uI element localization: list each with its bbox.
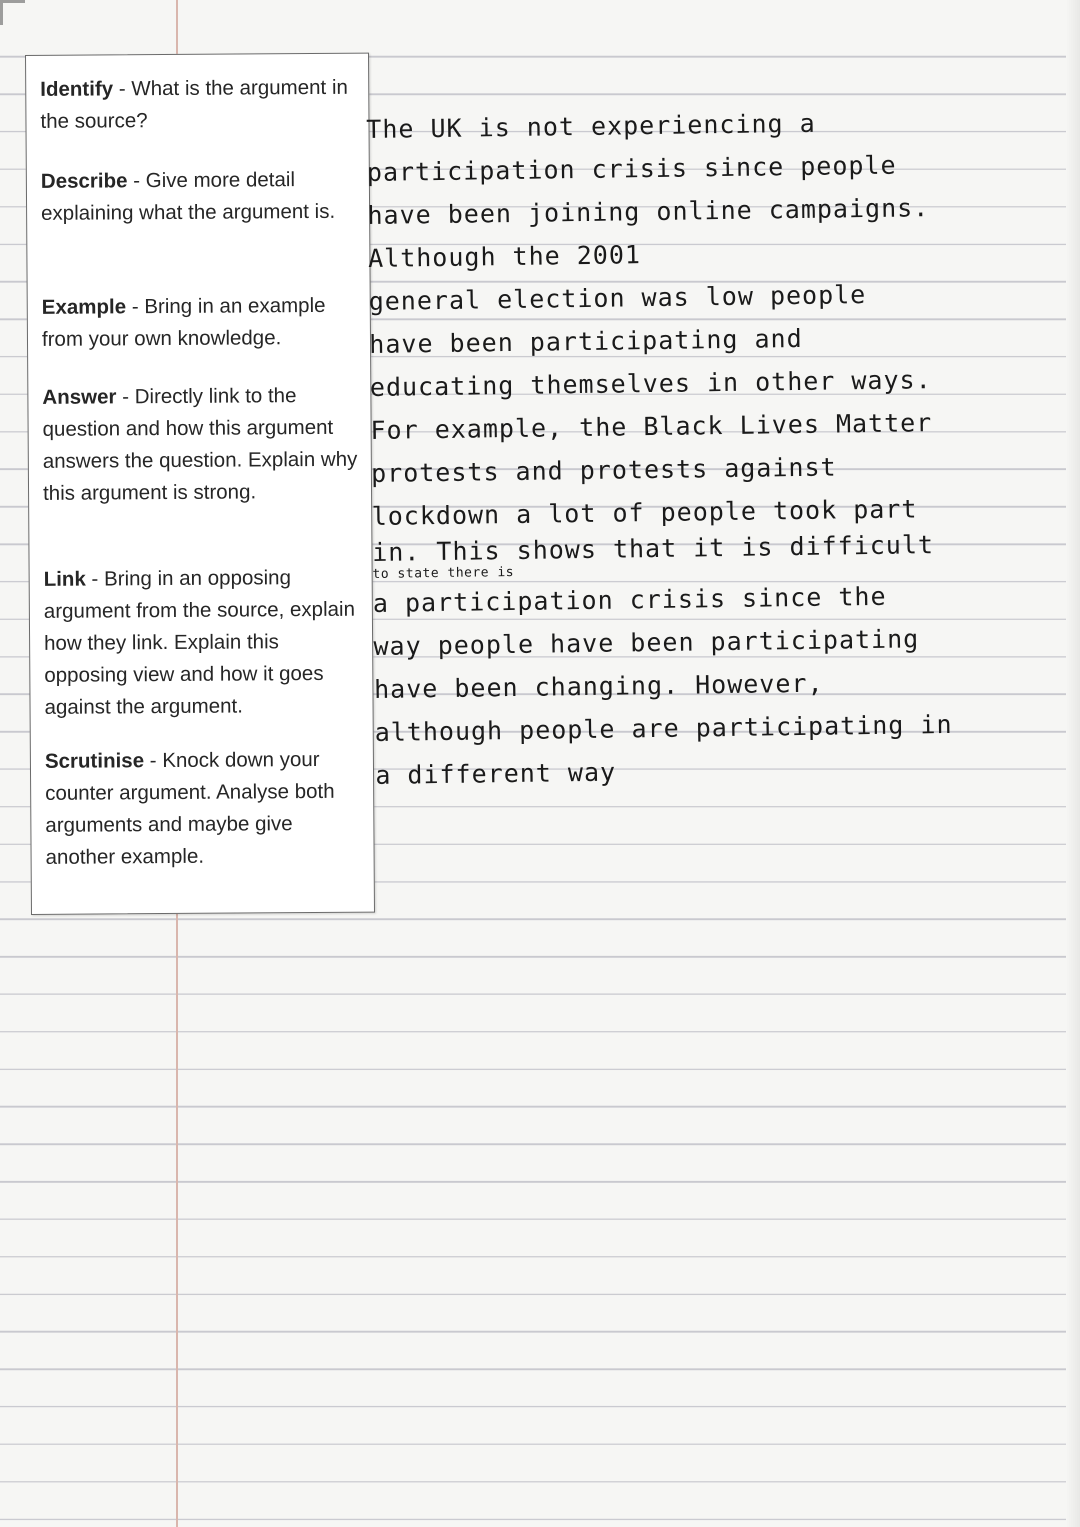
- handwriting-line: in. This shows that it is difficult: [372, 530, 935, 567]
- handwriting-line: have been joining online campaigns.: [367, 193, 930, 230]
- card-text: - Give more detail explaining what the argument is.: [41, 168, 336, 225]
- card-text: - Bring in an example from your own knowledge.: [41, 293, 326, 351]
- handwriting-line: The UK is not experiencing a: [366, 108, 816, 144]
- card-text: - What is the argument in the source?: [40, 75, 348, 133]
- handwriting-line: a participation crisis since the: [372, 581, 887, 618]
- handwriting-line: participation crisis since people: [366, 150, 897, 187]
- card-section-describe: [41, 164, 356, 230]
- card-term: Describe: [40, 169, 128, 193]
- handwriting-line: educating themselves in other ways.: [369, 365, 932, 402]
- card-text: - Directly link to the question and how this argument answers the question. Explain why this argument is strong.: [42, 384, 358, 505]
- handwriting-line: protests and protests against: [370, 452, 837, 488]
- card-term: Link: [43, 567, 86, 591]
- card-section-link: [44, 562, 360, 724]
- page-corner-mark: [0, 0, 25, 25]
- handwriting-line: general election was low people: [368, 280, 867, 316]
- card-section-identify: [40, 72, 355, 138]
- handwriting-line: although people are participating in: [374, 709, 953, 747]
- handwritten-answer: [366, 99, 1056, 797]
- handwriting-line: Although the 2001: [367, 240, 642, 273]
- handwriting-line: have been participating and: [369, 323, 803, 359]
- handwriting-line: way people have been participating: [373, 624, 920, 661]
- card-section-answer: [42, 380, 358, 510]
- handwriting-insertion: to state there is: [372, 564, 515, 582]
- handwriting-line: lockdown a lot of people took part: [371, 494, 918, 531]
- page-edge: [1066, 0, 1080, 1527]
- handwriting-line: have been changing. However,: [373, 668, 824, 704]
- card-term: Scrutinise: [44, 749, 145, 773]
- card-section-example: [42, 290, 357, 356]
- card-term: Example: [41, 295, 127, 319]
- card-text: - Bring in an opposing argument from the source, explain how they link. Explain this opposing view and how it goes against the argument.: [43, 566, 356, 719]
- card-term: Answer: [42, 385, 117, 409]
- handwriting-line: For example, the Black Lives Matter: [370, 408, 933, 445]
- handwriting-line: a different way: [375, 757, 617, 790]
- card-text: - Knock down your counter argument. Analyse both arguments and maybe give another example.: [45, 747, 335, 869]
- card-section-scrutinise: [45, 744, 361, 874]
- card-term: Identify: [40, 77, 114, 101]
- idea-structure-card: [25, 53, 375, 915]
